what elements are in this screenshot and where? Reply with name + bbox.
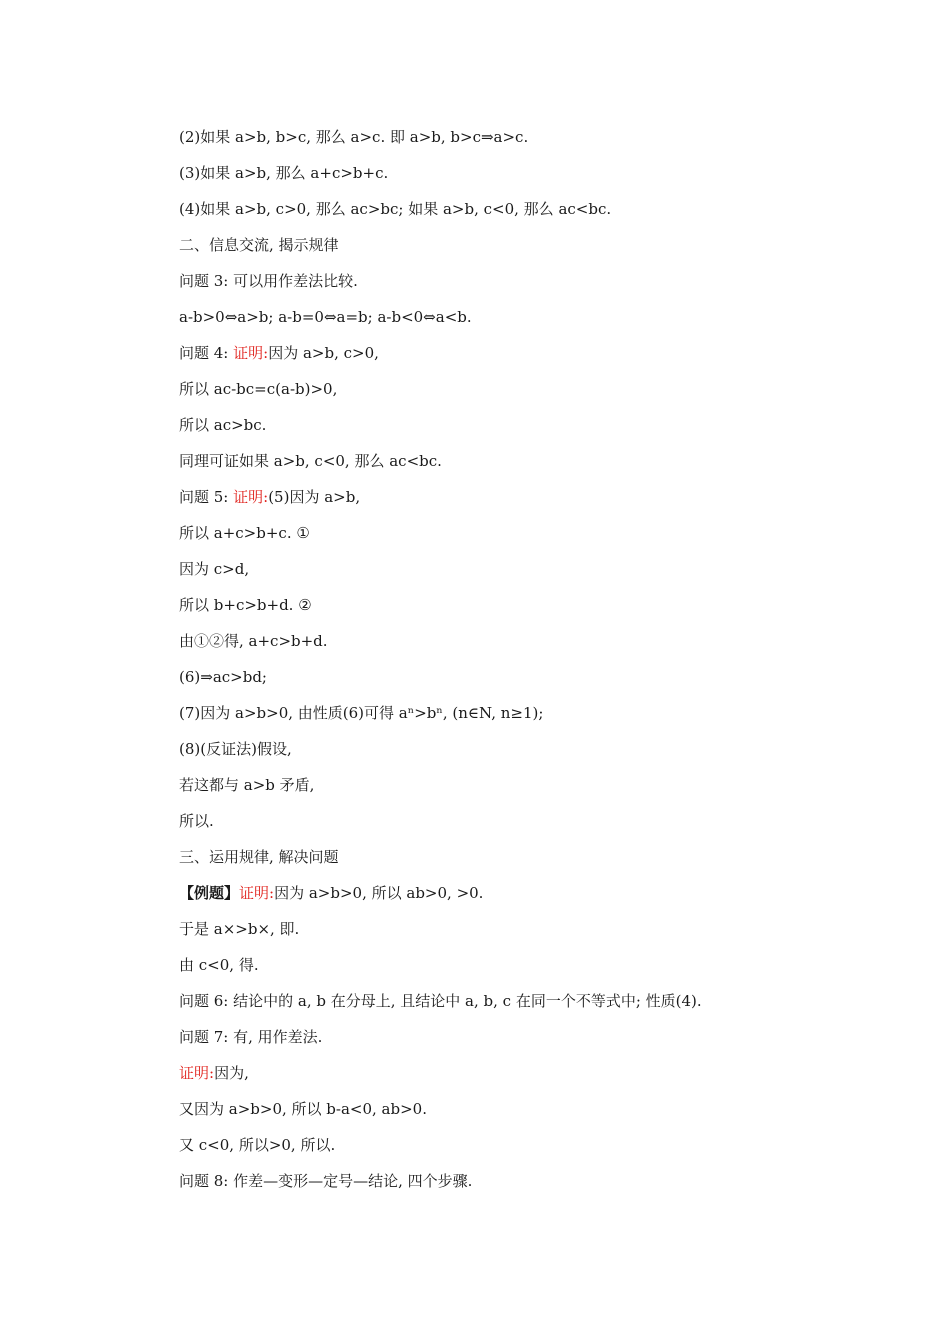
text-line: 由①②得, a+c>b+d.: [179, 632, 328, 650]
section-heading: 三、运用规律, 解决问题: [179, 848, 339, 866]
text-line: 所以 a+c>b+c. ①: [179, 524, 310, 542]
text-line: [179, 1063, 249, 1083]
text-line: 又 c<0, 所以>0, 所以.: [179, 1136, 336, 1154]
proof-label: 证明:: [233, 488, 269, 506]
text-line: 同理可证如果 a>b, c<0, 那么 ac<bc.: [179, 452, 442, 470]
text-line: 若这都与 a>b 矛盾,: [179, 776, 315, 794]
text-line: [179, 343, 379, 363]
text-line: 因为 c>d,: [179, 560, 250, 578]
line-text: 因为 a>b, c>0,: [268, 344, 379, 362]
text-line: (6)⇒ac>bd;: [179, 668, 267, 686]
text-line: (4)如果 a>b, c>0, 那么 ac>bc; 如果 a>b, c<0, 那么 ac<bc.: [179, 200, 612, 218]
line-text: 因为 a>b>0, 所以 ab>0, >0.: [274, 884, 484, 902]
text-line: [179, 883, 483, 903]
text-line: 所以.: [179, 812, 214, 830]
text-line: 由 c<0, 得.: [179, 956, 259, 974]
text-line: 所以 ac>bc.: [179, 416, 267, 434]
line-text: (5)因为 a>b,: [268, 488, 361, 506]
proof-label: 证明:: [233, 344, 269, 362]
text-line: (2)如果 a>b, b>c, 那么 a>c. 即 a>b, b>c⇒a>c.: [179, 128, 529, 146]
problem-label: 问题 5:: [179, 488, 234, 506]
text-line: [179, 487, 360, 507]
text-line: 问题 7: 有, 用作差法.: [179, 1028, 323, 1046]
section-heading: 二、信息交流, 揭示规律: [179, 236, 339, 254]
proof-label: 证明:: [179, 1064, 215, 1082]
line-text: 因为,: [214, 1064, 249, 1082]
text-line: 问题 3: 可以用作差法比较.: [179, 272, 358, 290]
text-line: a-b>0⇔a>b; a-b=0⇔a=b; a-b<0⇔a<b.: [179, 308, 472, 326]
example-label: 【例题】: [179, 884, 240, 902]
text-line: (3)如果 a>b, 那么 a+c>b+c.: [179, 164, 389, 182]
text-line: (7)因为 a>b>0, 由性质(6)可得 aⁿ>bⁿ, (n∈N, n≥1);: [179, 704, 544, 722]
text-line: 又因为 a>b>0, 所以 b-a<0, ab>0.: [179, 1100, 427, 1118]
text-line: 所以 b+c>b+d. ②: [179, 596, 312, 614]
text-line: 所以 ac-bc=c(a-b)>0,: [179, 380, 338, 398]
text-line: (8)(反证法)假设,: [179, 740, 292, 758]
text-line: 于是 a×>b×, 即.: [179, 920, 300, 938]
text-line: 问题 8: 作差—变形—定号—结论, 四个步骤.: [179, 1172, 473, 1190]
proof-label: 证明:: [239, 884, 275, 902]
text-line: 问题 6: 结论中的 a, b 在分母上, 且结论中 a, b, c 在同一个不等式中; 性质(4).: [179, 992, 702, 1010]
problem-label: 问题 4:: [179, 344, 234, 362]
